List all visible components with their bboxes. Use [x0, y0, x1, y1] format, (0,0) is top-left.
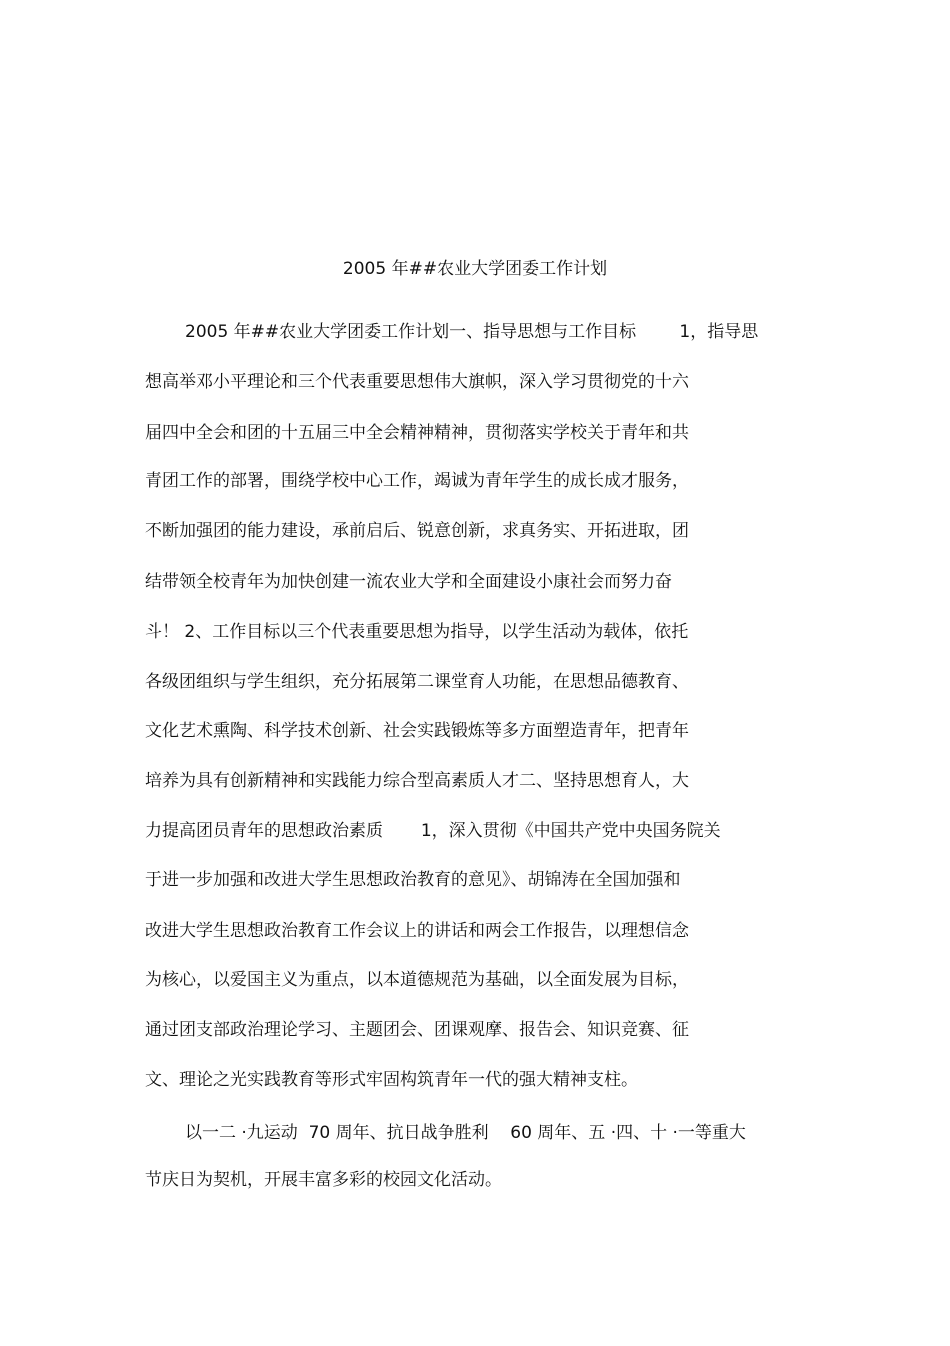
- paragraph-line: 文化艺术熏陶、科学技术创新、社会实践锻炼等多方面塑造青年，把青年: [145, 721, 689, 741]
- paragraph-line: 想高举邓小平理论和三个代表重要思想伟大旗帜，深入学习贯彻党的十六: [145, 372, 689, 392]
- paragraph-line: 于进一步加强和改进大学生思想政治教育的意见》、胡锦涛在全国加强和: [145, 870, 681, 890]
- paragraph-line: 培养为具有创新精神和实践能力综合型高素质人才二、坚持思想育人，大: [145, 771, 689, 791]
- paragraph-line: 届四中全会和团的十五届三中全会精神精神，贯彻落实学校关于青年和共: [145, 423, 689, 443]
- paragraph-line: 结带领全校青年为加快创建一流农业大学和全面建设小康社会而努力奋: [145, 572, 672, 592]
- paragraph-line: 为核心，以爱国主义为重点，以本道德规范为基础，以全面发展为目标，: [145, 970, 689, 990]
- paragraph-line: 斗！ 2、工作目标以三个代表重要思想为指导，以学生活动为载体，依托: [145, 622, 689, 642]
- paragraph-line: 力提高团员青年的思想政治素质 1，深入贯彻《中国共产党中央国务院关: [145, 821, 721, 841]
- paragraph-line: 文、理论之光实践教育等形式牢固构筑青年一代的强大精神支柱。: [145, 1070, 638, 1090]
- paragraph-line: 2005 年##农业大学团委工作计划一、指导思想与工作目标 1，指导思: [185, 322, 759, 342]
- document-title: 2005 年##农业大学团委工作计划: [342, 259, 608, 279]
- paragraph-line: 青团工作的部署，围绕学校中心工作，竭诚为青年学生的成长成才服务，: [145, 471, 689, 491]
- paragraph-line: 改进大学生思想政治教育工作会议上的讲话和两会工作报告，以理想信念: [145, 921, 689, 941]
- paragraph-line: 不断加强团的能力建设，承前启后、锐意创新，求真务实、开拓进取，团: [145, 521, 689, 541]
- paragraph-line: 通过团支部政治理论学习、主题团会、团课观摩、报告会、知识竞赛、征: [145, 1020, 689, 1040]
- paragraph-line: 各级团组织与学生组织，充分拓展第二课堂育人功能，在思想品德教育、: [145, 672, 689, 692]
- paragraph-line: 以一二 ·九运动 70 周年、抗日战争胜利 60 周年、五 ·四、十 ·一等重大: [185, 1123, 746, 1143]
- paragraph-line: 节庆日为契机，开展丰富多彩的校园文化活动。: [145, 1170, 502, 1190]
